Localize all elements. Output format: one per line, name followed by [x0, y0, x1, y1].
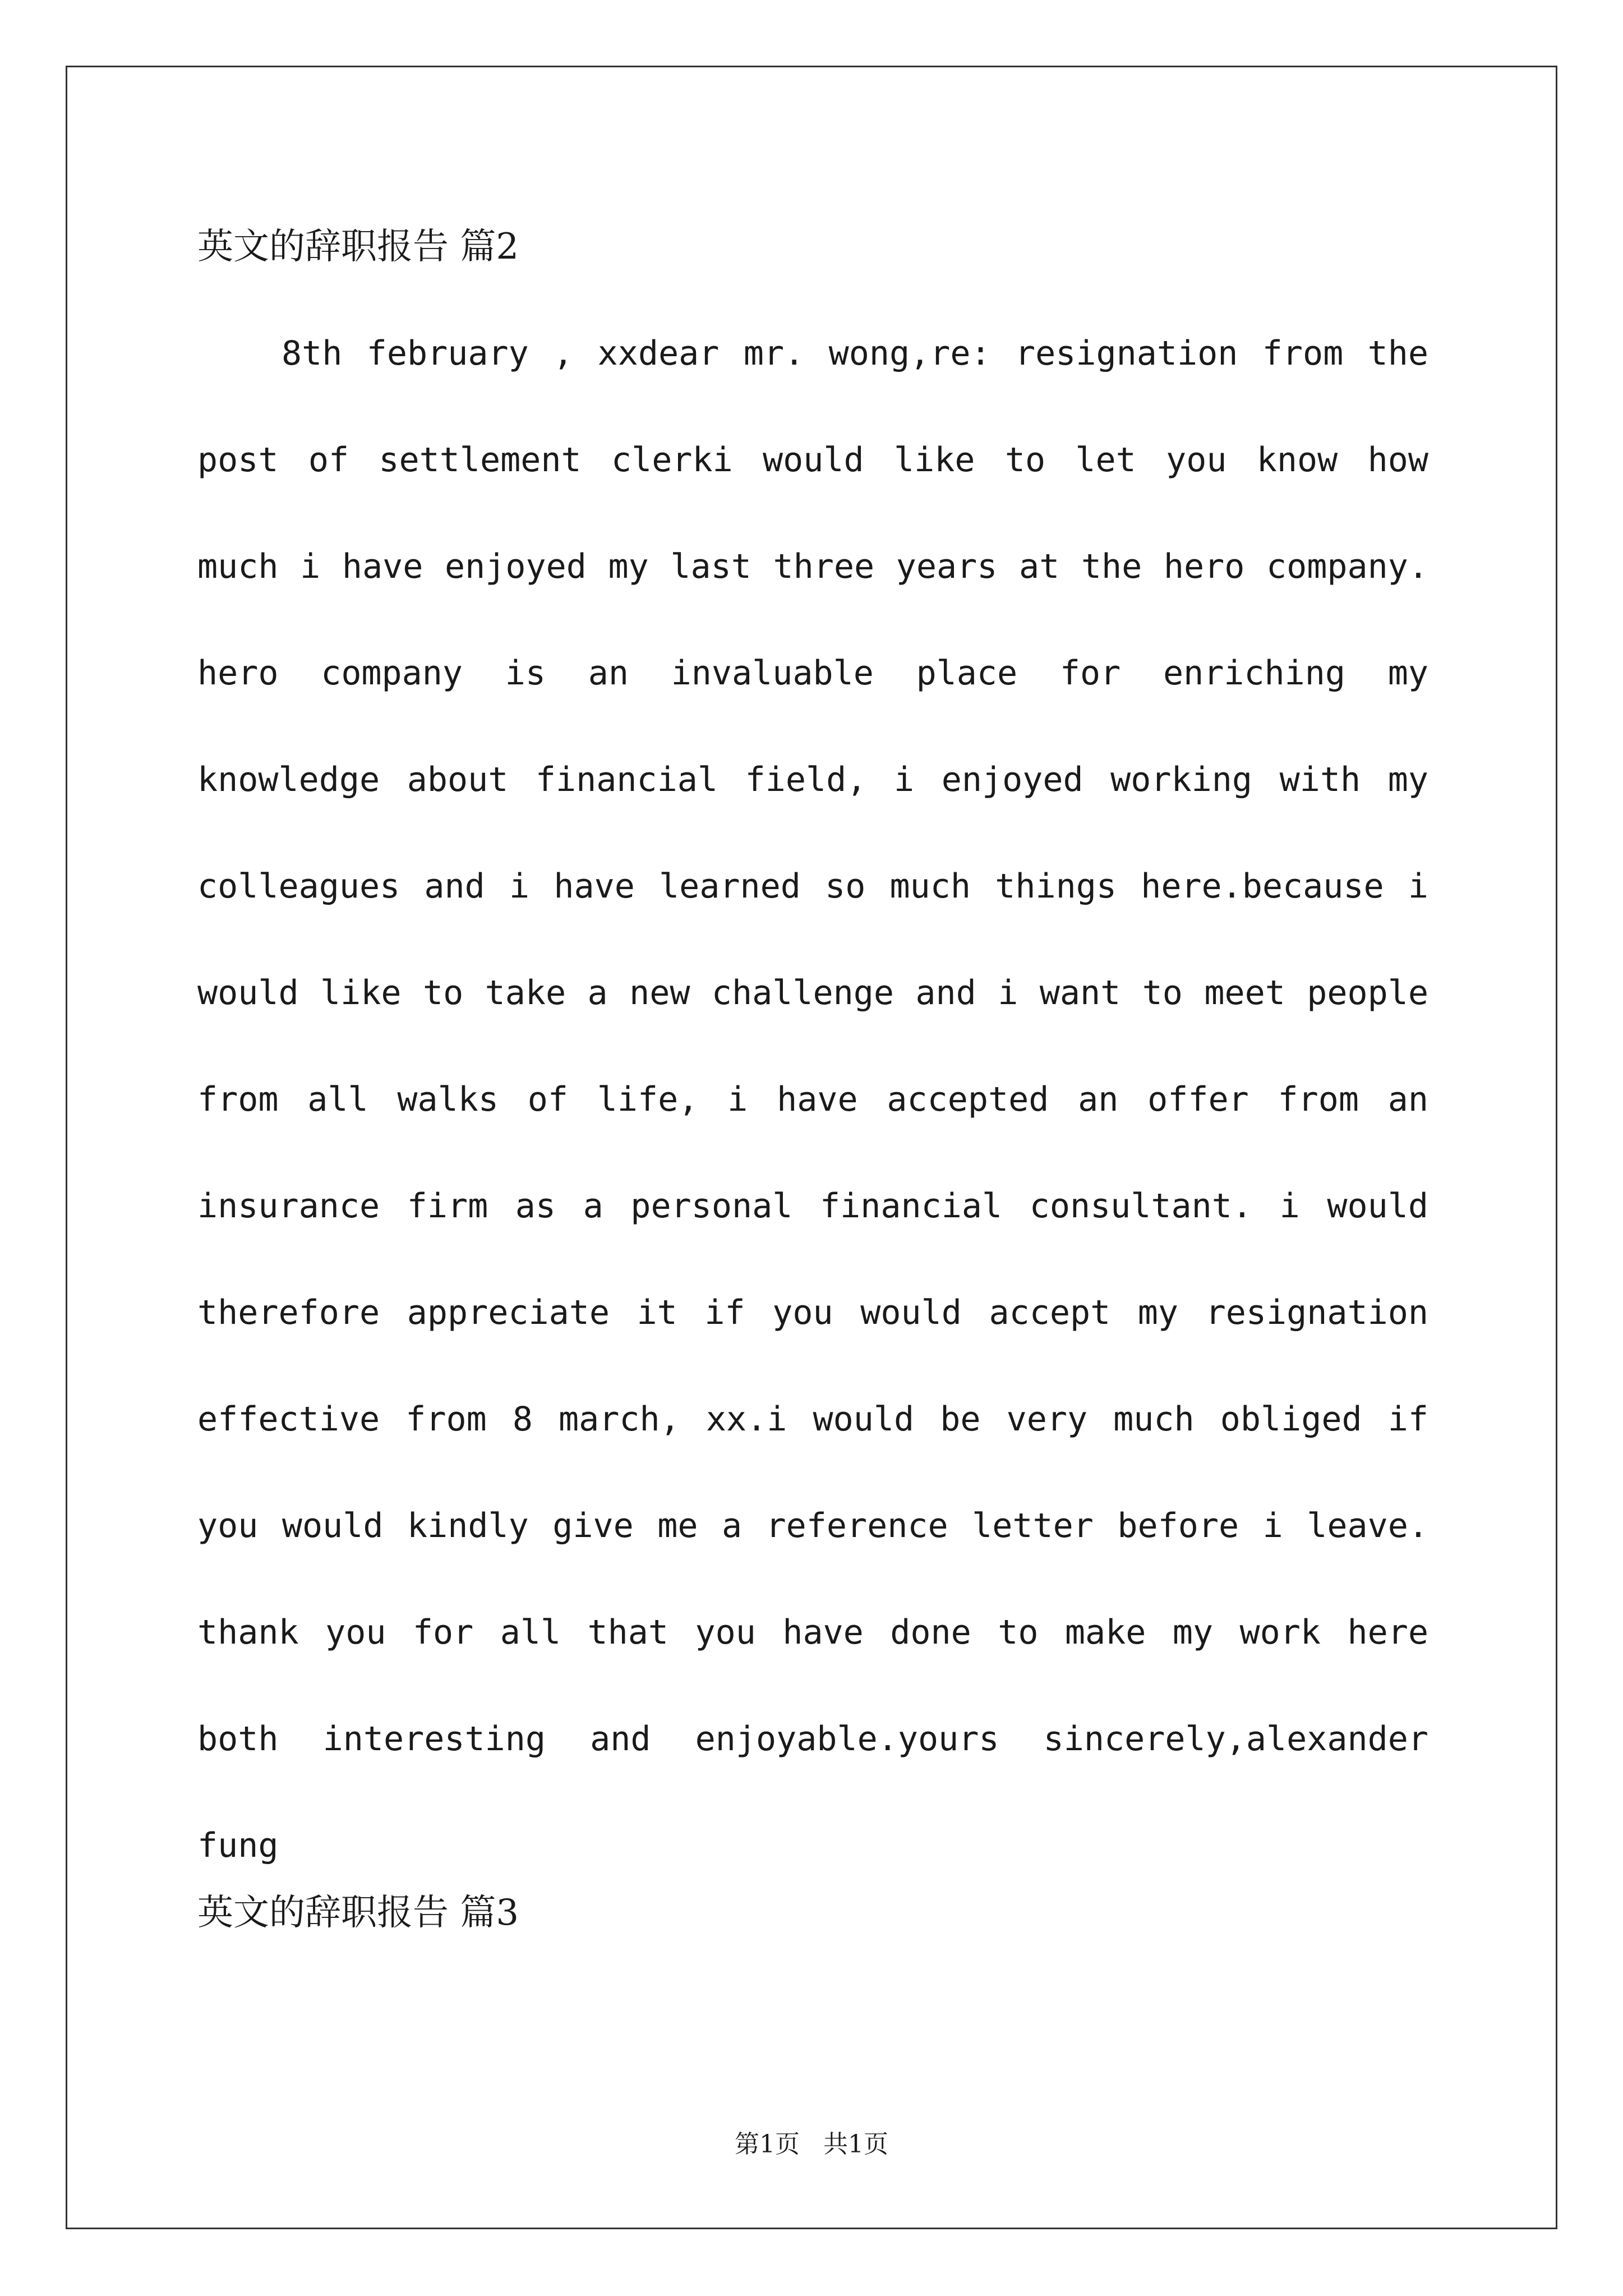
body-paragraph: 8th february , xxdear mr. wong,re: resignation from the post of settlement clerki would like to let you know how much i have enjoyed my last three years at the hero company. hero company is an invaluable place for enriching my knowledge about financial field, i enjoyed working with my colleagues and i have learned so much things here.because i would like to take a new challenge and i want to meet people from all walks of life, i have accepted an offer from an insurance firm as a personal financial consultant. i would therefore appreciate it if you would accept my resignation effective from 8 march, xx.i would be very much obliged if you would kindly give me a reference letter before i leave. thank you for all that you have done to make my work here both interesting and enjoyable.yours sincerely,alexander fung — [197, 334, 1428, 1865]
page-footer: 第1页 共1页 — [735, 2130, 888, 2159]
document-content — [197, 219, 1428, 1941]
section-heading-2: 英文的辞职报告 篇2 — [197, 226, 519, 268]
section-heading-3: 英文的辞职报告 篇3 — [197, 1892, 519, 1934]
